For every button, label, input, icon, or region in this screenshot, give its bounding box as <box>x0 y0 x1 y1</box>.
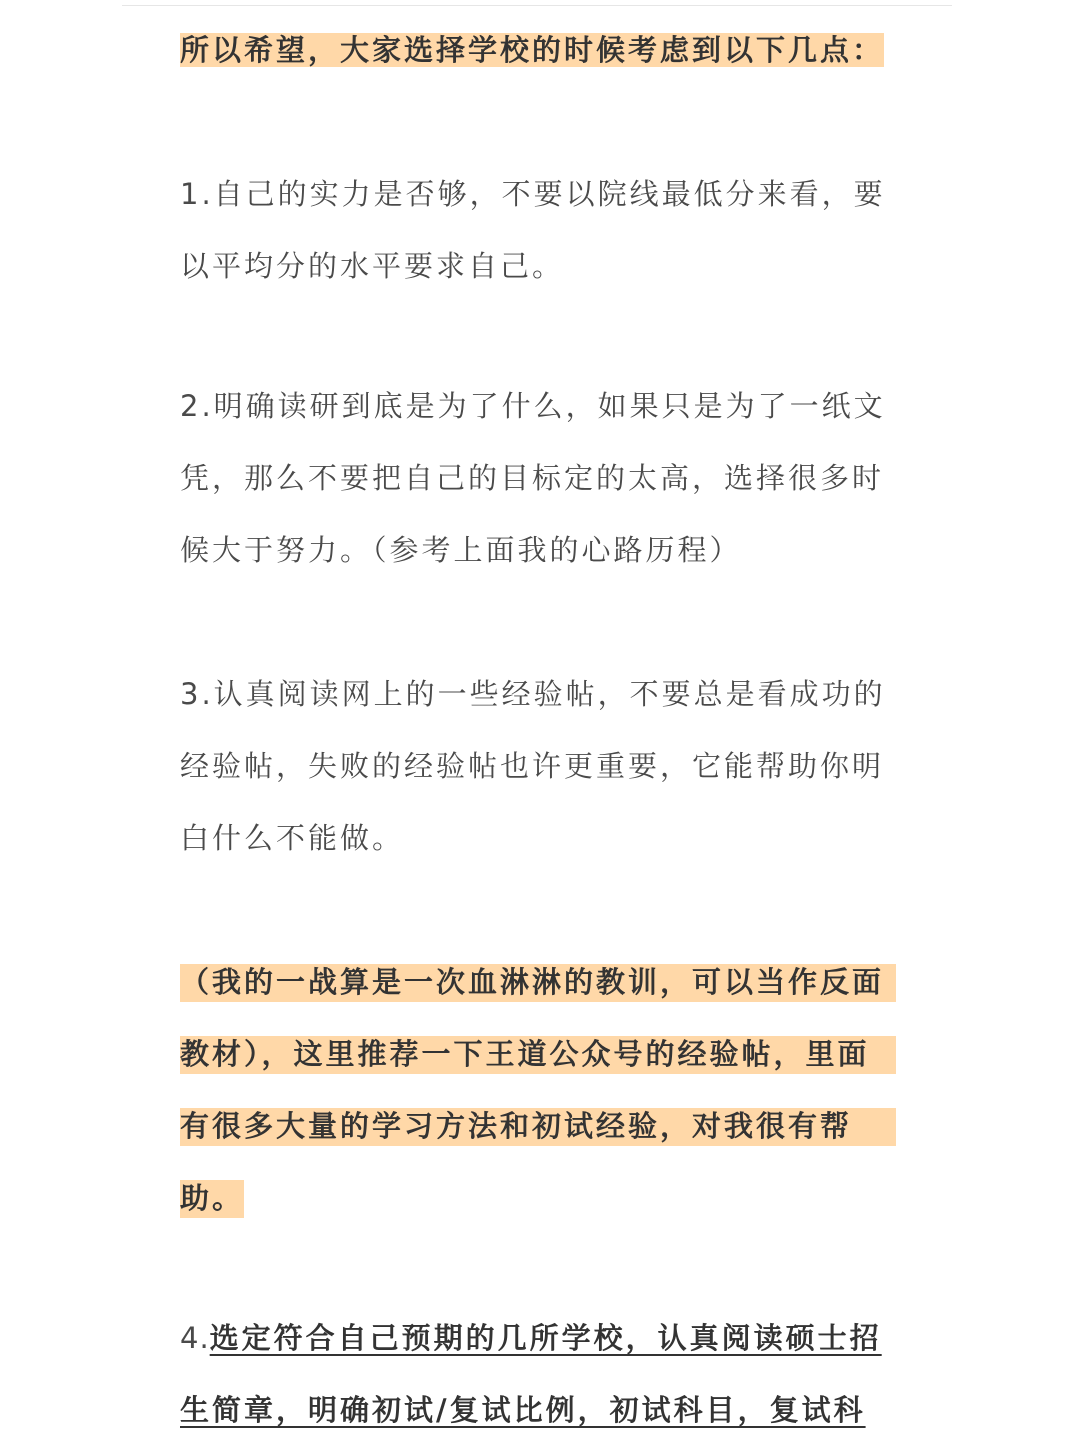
point-3-line-3: 白什么不能做。 <box>180 821 405 855</box>
intro-paragraph <box>180 30 884 70</box>
note-line-4: 助。 <box>180 1181 245 1215</box>
note-line-3: 有很多大量的学习方法和初试经验，对我很有帮 <box>180 1109 853 1143</box>
point-2-line-3: 候大于努力。（参考上面我的心路历程） <box>180 533 742 567</box>
point-1-line-2: 以平均分的水平要求自己。 <box>180 249 565 283</box>
intro-text: 所以希望，大家选择学校的时候考虑到以下几点： <box>180 33 885 67</box>
note-line-2: 教材），这里推荐一下王道公众号的经验帖，里面 <box>180 1037 870 1071</box>
point-3-line-2: 经验帖，失败的经验帖也许更重要，它能帮助你明 <box>180 749 885 783</box>
point-4-line-2: 生简章，明确初试/复试比例，初试科目，复试科 <box>180 1393 866 1427</box>
point-2-line-1: 2.明确读研到底是为了什么，如果只是为了一纸文 <box>180 389 886 423</box>
point-2-line-2: 凭，那么不要把自己的目标定的太高，选择很多时 <box>180 461 885 495</box>
point-4-number: 4. <box>180 1321 210 1355</box>
note-line-1: （我的一战算是一次血淋淋的教训，可以当作反面 <box>180 965 885 999</box>
point-4-line-1 <box>180 1318 882 1358</box>
point-1-line-1: 1.自己的实力是否够，不要以院线最低分来看，要 <box>180 177 886 211</box>
point-4-text-1: 选定符合自己预期的几所学校，认真阅读硕士招 <box>209 1321 882 1355</box>
point-3-line-1: 3.认真阅读网上的一些经验帖，不要总是看成功的 <box>180 677 886 711</box>
top-divider <box>122 5 952 6</box>
